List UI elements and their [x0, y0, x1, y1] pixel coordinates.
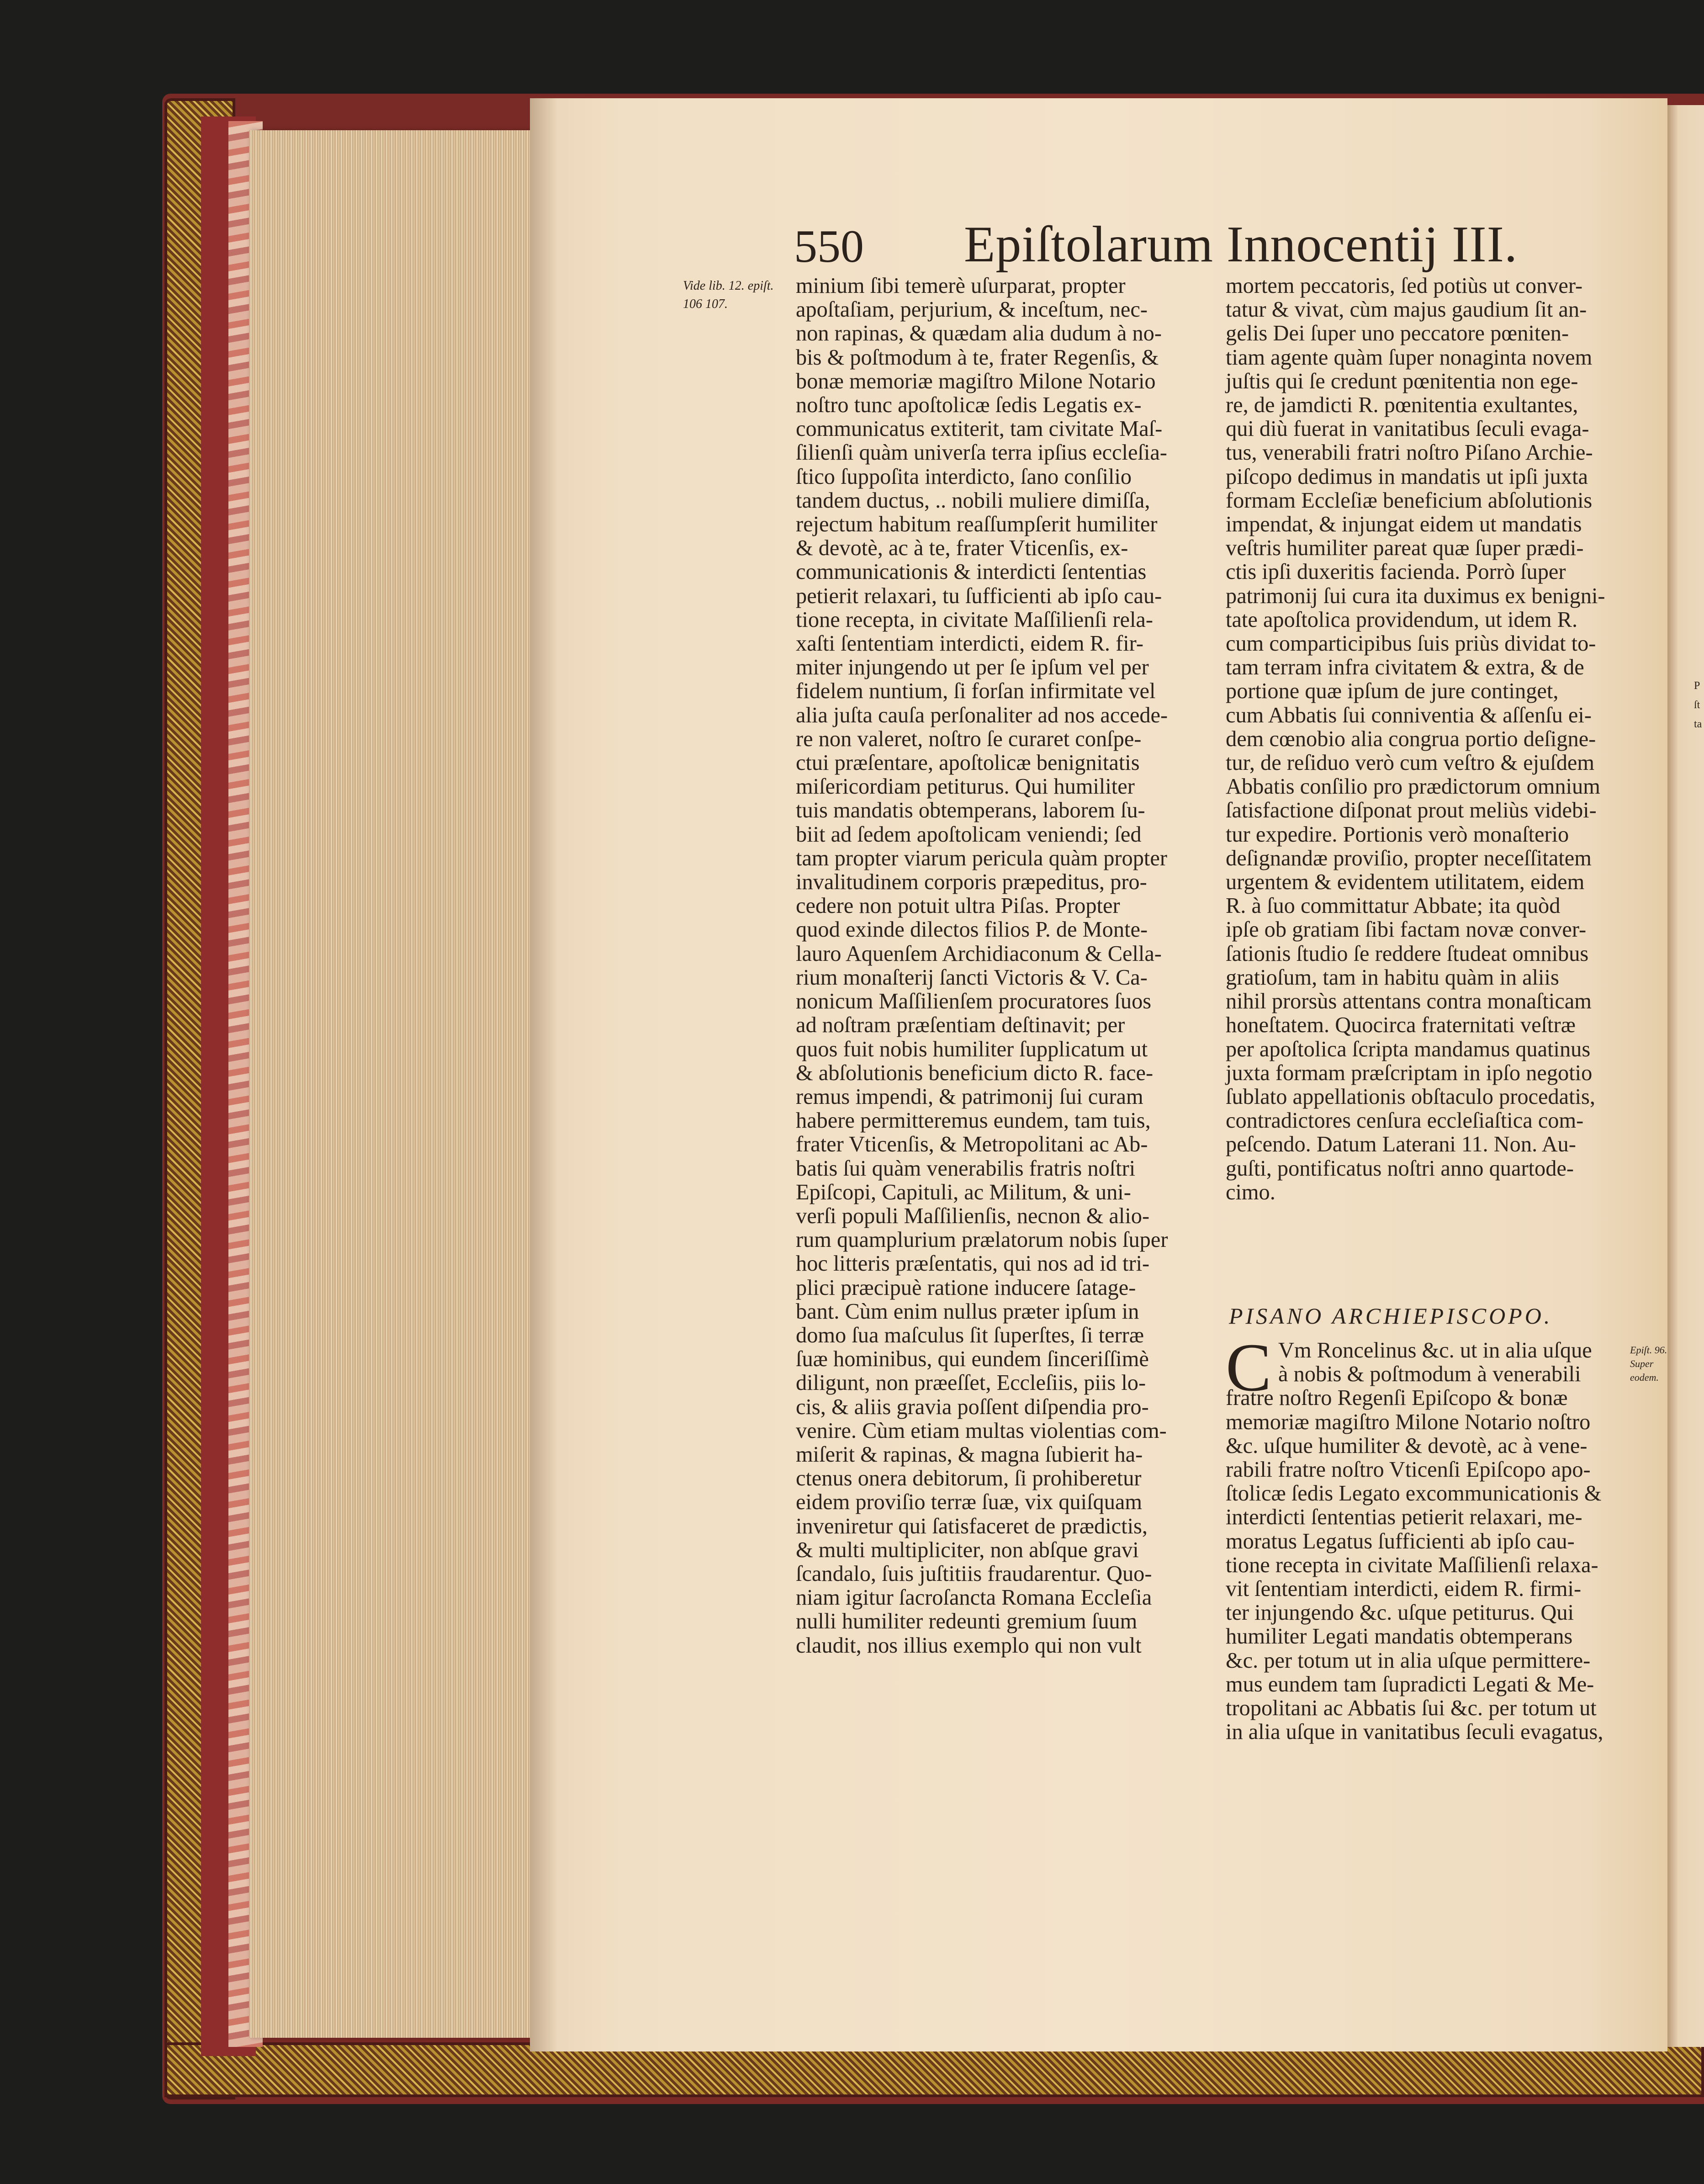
text-line: nihil prorsùs attentans contra monaſticam	[1226, 989, 1592, 1014]
text-line: tur, de reſiduo verò cum veſtro & ejuſdem	[1226, 751, 1595, 775]
text-line: diligunt, non præeſſet, Eccleſiis, piis lo-	[796, 1371, 1146, 1395]
text-line: tam propter viarum pericula quàm propter	[796, 846, 1167, 870]
text-line: rum quamplurium prælatorum nobis ſuper	[796, 1228, 1168, 1252]
text-line: & abſolutionis beneficium dicto R. face-	[796, 1060, 1154, 1085]
text-line: domo ſua maſculus ſit ſuperſtes, ſi terræ	[796, 1323, 1144, 1347]
text-line: verſi populi Maſſilienſis, necnon & alio-	[796, 1203, 1150, 1228]
text-line: urgentem & evidentem utilitatem, eidem	[1226, 870, 1585, 895]
text-line: fidelem nuntium, ſi forſan infirmitate vel	[796, 679, 1156, 704]
text-line: à nobis & poſtmodum à venerabili	[1278, 1362, 1581, 1387]
margin-note-left: Vide lib. 12. epiſt. 106 107.	[683, 279, 774, 311]
text-line: non rapinas, & quædam alia dudum à no-	[796, 321, 1162, 346]
text-line: inveniretur qui ſatisfaceret de prædictis,	[796, 1514, 1148, 1538]
text-line: miſerit & rapinas, & magna ſubierit ha-	[796, 1442, 1143, 1467]
text-line: batis ſui quàm venerabilis fratris noſtri	[796, 1156, 1136, 1181]
text-line: Abbatis conſilio pro prædictorum omnium	[1226, 774, 1600, 799]
text-line: communicationis & interdicti ſententias	[796, 560, 1147, 584]
left-text-column	[796, 274, 1207, 1658]
text-line: Epiſcopi, Capituli, ac Militum, & uni-	[796, 1180, 1131, 1204]
text-line: apoſtaſiam, perjurium, & inceſtum, nec-	[796, 297, 1148, 322]
text-line: ad noſtram præſentiam deſtinavit; per	[796, 1013, 1125, 1038]
text-line: ctui præſentare, apoſtolicæ benignitatis	[796, 751, 1140, 775]
text-line: moratus Legatus ſufficienti ab ipſo cau-	[1226, 1529, 1575, 1553]
text-line: niam igitur ſacroſancta Romana Eccleſia	[796, 1585, 1152, 1610]
text-line: peſcendo. Datum Laterani 11. Non. Au-	[1226, 1132, 1576, 1157]
text-line: honeſtatem. Quocirca fraternitati veſtræ	[1226, 1013, 1576, 1038]
text-line: venire. Cùm etiam multas violentias com-	[796, 1418, 1167, 1443]
page-block-edges	[249, 130, 532, 2038]
text-line: xaſti ſententiam interdicti, eidem R. fir-	[796, 631, 1143, 656]
text-line: ſatisfactione diſponat prout meliùs videbi-	[1226, 798, 1597, 823]
right-text-column	[1226, 274, 1628, 1204]
text-line: eidem proviſio terræ ſuæ, vix quiſquam	[796, 1490, 1143, 1515]
running-head: Epiſtolarum Innocentij III.	[964, 216, 1518, 273]
text-line: per apoſtolica ſcripta mandamus quatinus	[1226, 1037, 1591, 1061]
text-line: tus, venerabili fratri noſtro Piſano Archie-	[1226, 440, 1593, 465]
text-line: ter injungendo &c. uſque petiturus. Qui	[1226, 1601, 1574, 1625]
right-page-sliver-text: P ſt ta	[1694, 680, 1702, 730]
text-line: impendat, & injungat eidem ut mandatis	[1226, 512, 1582, 537]
text-line: contradictores cenſura eccleſiaſtica com-	[1226, 1108, 1584, 1133]
text-line: veſtris humiliter pareat quæ ſuper prædi-	[1226, 536, 1584, 561]
text-line: qui diù fuerat in vanitatibus ſeculi evaga-	[1226, 417, 1589, 441]
text-line: fratre noſtro Regenſi Epiſcopo & bonæ	[1226, 1386, 1568, 1410]
text-line: dem cœnobio alia congrua portio deſigne-	[1226, 726, 1596, 751]
text-line: tandem ductus, .. nobili muliere dimiſſa,	[796, 488, 1150, 513]
text-line: deſignandæ proviſio, propter neceſſitatem	[1226, 846, 1592, 870]
text-line: formam Eccleſiæ beneficium abſolutionis	[1226, 488, 1593, 513]
text-line: &c. uſque humiliter & devotè, ac à vene-	[1226, 1433, 1588, 1458]
text-line: tione recepta in civitate Maſſilienſi relaxa-	[1226, 1553, 1598, 1577]
text-line: minium ſibi temerè uſurparat, propter	[796, 274, 1126, 298]
text-line: ſcandalo, ſuis juſtitiis fraudarentur. Quo-	[796, 1561, 1152, 1586]
drop-cap: C	[1226, 1330, 1272, 1405]
text-line: tatur & vivat, cùm majus gaudium ſit an-	[1226, 297, 1587, 322]
text-line: tropolitani ac Abbatis ſui &c. per totum ut	[1226, 1696, 1597, 1721]
text-line: invalitudinem corporis præpeditus, pro-	[796, 870, 1147, 895]
page-number: 550	[794, 221, 864, 272]
text-line: Vm Roncelinus &c. ut in alia uſque	[1278, 1338, 1592, 1362]
text-line: communicatus extiterit, tam civitate Maſ-	[796, 417, 1163, 441]
text-line: ipſe ob gratiam ſibi factam novæ conver-	[1226, 917, 1587, 942]
gutter-shadow	[530, 98, 557, 2051]
text-line: nulli humiliter redeunti gremium ſuum	[796, 1609, 1138, 1634]
text-line: tuis mandatis obtemperans, laborem ſu-	[796, 798, 1145, 823]
text-line: miſericordiam petiturus. Qui humiliter	[796, 774, 1135, 799]
text-line: ſtico ſuppoſita interdicto, ſano conſilio	[796, 464, 1132, 489]
text-line: quod exinde dilectos filios P. de Monte-	[796, 917, 1148, 942]
text-line: & devotè, ac à te, frater Vticenſis, ex-	[796, 536, 1128, 561]
text-line: rabili fratre noſtro Vticenſi Epiſcopo apo-	[1226, 1458, 1591, 1482]
text-line: claudit, nos illius exemplo qui non vult	[796, 1633, 1142, 1658]
text-line: bant. Cùm enim nullus præter ipſum in	[796, 1299, 1139, 1324]
text-line: tione recepta, in civitate Maſſilienſi rela-	[796, 607, 1153, 632]
text-line: noſtro tunc apoſtolicæ ſedis Legatis ex-	[796, 393, 1142, 418]
text-line: remus impendi, & patrimonij ſui curam	[796, 1084, 1143, 1109]
margin-note-right: Epiſt. 96. Super eodem.	[1630, 1344, 1667, 1383]
text-line: portione quæ ipſum de jure continget,	[1226, 679, 1559, 704]
text-line: tiam agente quàm ſuper nonaginta novem	[1226, 345, 1593, 370]
section-text	[1226, 1330, 1628, 1744]
text-line: juxta formam præſcriptam in ipſo negotio	[1226, 1060, 1593, 1085]
text-line: &c. per totum ut in alia uſque permittere-	[1226, 1648, 1591, 1673]
text-line: ſublato appellationis obſtaculo procedatis,	[1226, 1084, 1595, 1109]
text-line: re, de jamdicti R. pœnitentia exultantes,	[1226, 393, 1578, 418]
text-line: cimo.	[1226, 1180, 1275, 1204]
text-line: plici præcipuè ratione inducere ſatage-	[796, 1275, 1136, 1300]
text-line: alia juſta cauſa perſonaliter ad nos accede-	[796, 703, 1168, 727]
text-line: ſuæ hominibus, qui eundem ſinceriſſimè	[796, 1347, 1149, 1372]
text-line: cum comparticipibus ſuis priùs dividat to-	[1226, 631, 1596, 656]
text-line: habere permitteremus eundem, tam tuis,	[796, 1108, 1151, 1133]
text-line: rium monaſterij ſancti Victoris & V. Ca-	[796, 965, 1148, 990]
text-line: tam terram infra civitatem & extra, & de	[1226, 655, 1584, 680]
text-line: gelis Dei ſuper uno peccatore pœniten-	[1226, 321, 1569, 346]
text-line: nonicum Maſſilienſem procuratores ſuos	[796, 989, 1152, 1014]
text-line: frater Vticenſis, & Metropolitani ac Ab-	[796, 1132, 1148, 1157]
text-line: tur expedire. Portionis verò monaſterio	[1226, 822, 1569, 847]
text-line: patrimonij ſui cura ita duximus ex benigni-	[1226, 583, 1605, 608]
section-heading: PISANO ARCHIEPISCOPO.	[1229, 1303, 1553, 1329]
text-line: mus eundem tam ſupradicti Legati & Me-	[1226, 1672, 1594, 1696]
text-line: juſtis qui ſe credunt pœnitentia non ege-	[1226, 369, 1578, 393]
text-line: bis & poſtmodum à te, frater Regenſis, &	[796, 345, 1159, 370]
text-line: rejectum habitum reaſſumpſerit humiliter	[796, 512, 1158, 537]
text-line: mortem peccatoris, ſed potiùs ut conver-	[1226, 274, 1583, 298]
text-line: ſilienſi quàm univerſa terra ipſius eccleſia-	[796, 440, 1167, 465]
text-line: hoc litteris præſentatis, qui nos ad id tri-	[796, 1251, 1150, 1276]
text-line: ctenus onera debitorum, ſi prohiberetur	[796, 1466, 1142, 1491]
text-line: cedere non potuit ultra Piſas. Propter	[796, 894, 1120, 918]
text-line: lauro Aquenſem Archidiaconum & Cella-	[796, 941, 1162, 966]
text-line: vit ſententiam interdicti, eidem R. firmi-	[1226, 1577, 1582, 1601]
text-line: gratioſum, tam in habitu quàm in aliis	[1226, 965, 1559, 990]
text-line: piſcopo dedimus in mandatis ut ipſi juxta	[1226, 464, 1588, 489]
text-line: cum Abbatis ſui conniventia & aſſenſu ei-	[1226, 703, 1592, 727]
text-line: humiliter Legati mandatis obtemperans	[1226, 1624, 1573, 1649]
text-line: guſti, pontificatus noſtri anno quartode-	[1226, 1156, 1574, 1181]
text-line: ctis ipſi duxeritis facienda. Porrò ſuper	[1226, 560, 1566, 584]
text-line: bonæ memoriæ magiſtro Milone Notario	[796, 369, 1156, 393]
text-line: cis, & aliis gravia poſſent diſpendia pro-	[796, 1394, 1149, 1419]
text-line: tate apoſtolica providendum, ut idem R.	[1226, 607, 1578, 632]
text-line: miter injungendo ut per ſe ipſum vel per	[796, 655, 1149, 680]
text-line: interdicti ſententias petierit relaxari, me-	[1226, 1505, 1582, 1530]
right-page-sliver	[1667, 105, 1704, 2047]
text-line: R. à ſuo committatur Abbate; ita quòd	[1226, 894, 1561, 918]
text-line: re non valeret, noſtro ſe curaret conſpe-	[796, 726, 1142, 751]
text-line: memoriæ magiſtro Milone Notario noſtro	[1226, 1410, 1591, 1434]
text-line: in alia uſque in vanitatibus ſeculi evagatus,	[1226, 1720, 1603, 1744]
text-line: petierit relaxari, tu ſufficienti ab ipſo cau-	[796, 583, 1162, 608]
text-line: biit ad ſedem apoſtolicam veniendi; ſed	[796, 822, 1142, 847]
text-line: quos fuit nobis humiliter ſupplicatum ut	[796, 1037, 1148, 1061]
text-line: ſationis ſtudio ſe reddere ſtudeat omnibus	[1226, 941, 1589, 966]
text-line: ſtolicæ ſedis Legato excommunicationis &	[1226, 1481, 1602, 1506]
text-line: & multi multipliciter, non abſque gravi	[796, 1537, 1139, 1562]
